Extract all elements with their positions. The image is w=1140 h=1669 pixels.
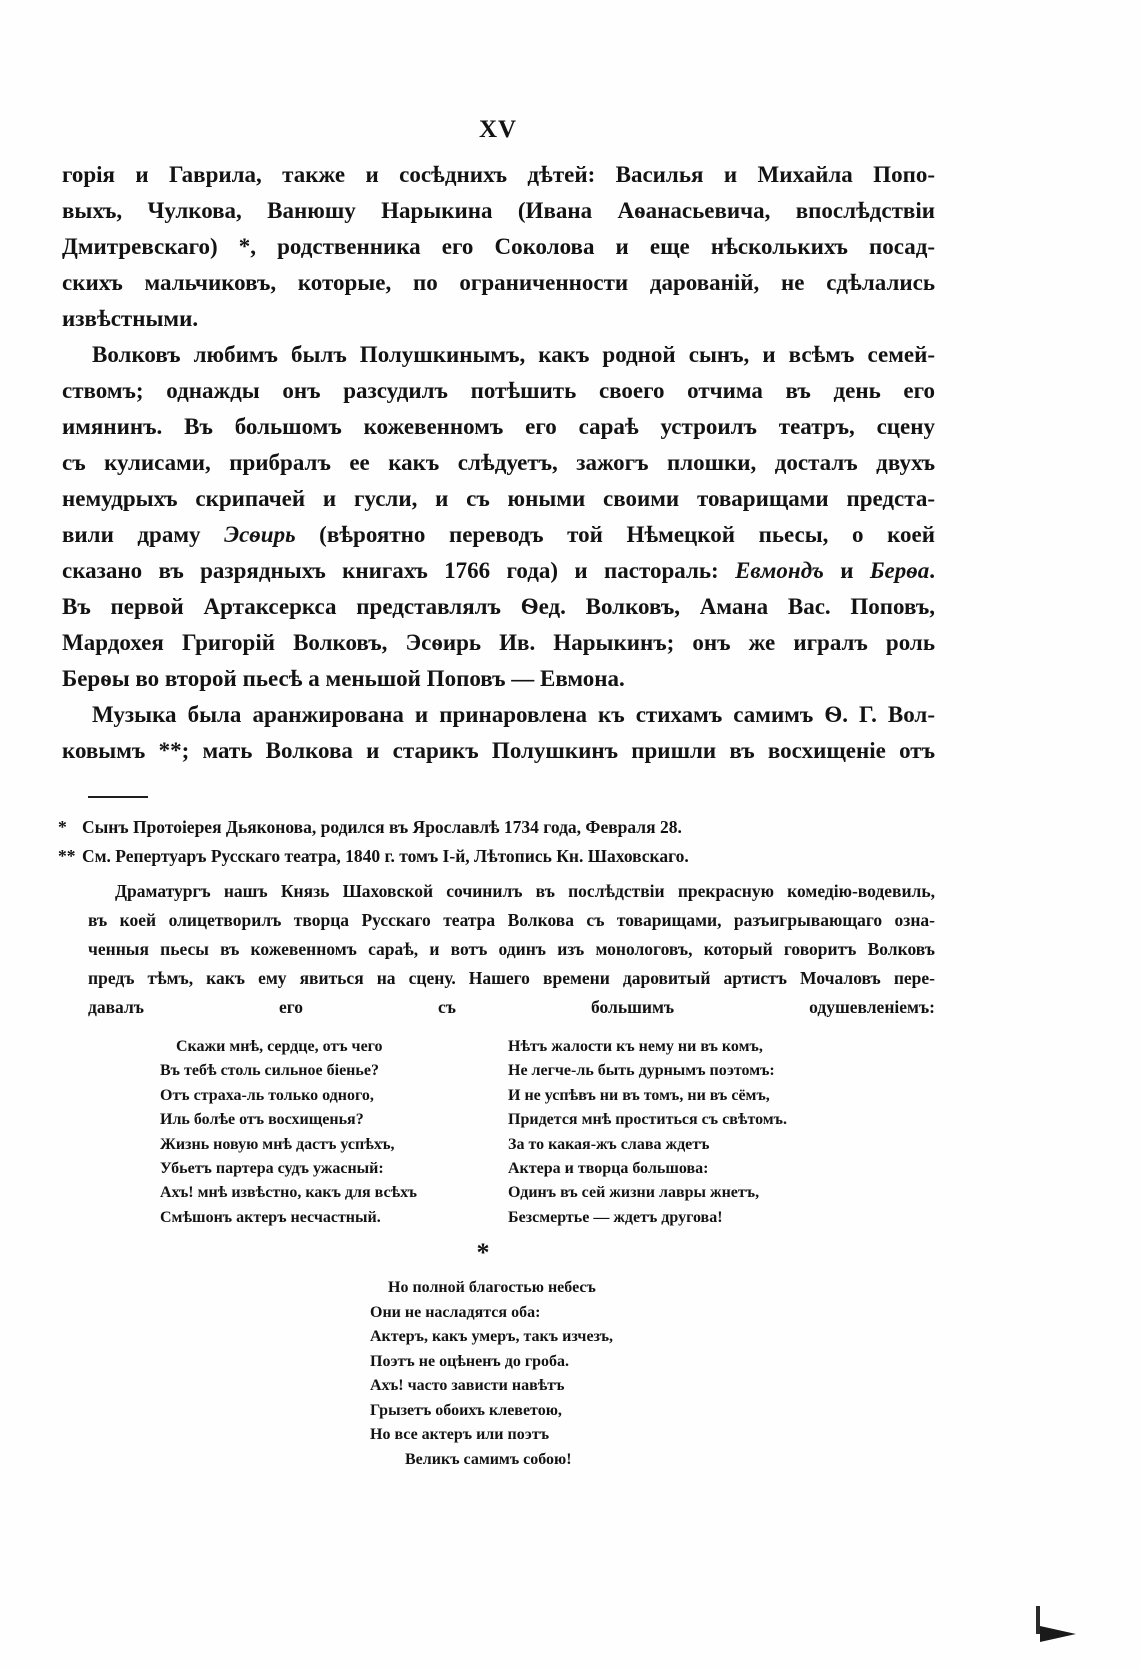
paragraph <box>62 697 935 769</box>
footnote <box>58 842 938 871</box>
poem-line: Иль болѣе отъ восхищенья? <box>160 1111 364 1129</box>
poem-line: Придется мнѣ проститься съ свѣтомъ. <box>508 1111 788 1129</box>
poem-line: Не легче-ль быть дурнымъ поэтомъ: <box>508 1062 775 1080</box>
poem-line: Убьетъ партера судъ ужасный: <box>160 1160 384 1178</box>
text-segment: (вѣроятно переводъ той Нѣмецкой пьесы, о коей <box>295 522 935 547</box>
text-segment: вили драму <box>62 522 225 547</box>
paragraph <box>62 337 935 697</box>
italic-title: Берѳа <box>869 558 930 583</box>
poem-line: За то какая-жъ слава ждетъ <box>508 1135 710 1153</box>
poem-line: Актера и творца большова: <box>508 1160 709 1178</box>
text-line: Музыка была аранжирована и принаровлена къ стихамъ самимъ Ѳ. Г. Вол- <box>92 702 935 727</box>
poem-line: Но полной благостью небесъ <box>388 1279 596 1296</box>
poem-line: Нѣтъ жалости къ нему ни въ комъ, <box>508 1038 763 1055</box>
poem-stanza-right <box>508 1035 787 1230</box>
poem-line: Скажи мнѣ, сердце, отъ чего <box>176 1038 383 1055</box>
text-line: выхъ, Чулкова, Ванюшу Нарыкина (Ивана Аѳанасьевича, впослѣдствіи <box>62 198 935 223</box>
stanza-divider: * <box>476 1238 490 1267</box>
poem-line: Но все актеръ или поэтъ <box>370 1426 550 1443</box>
poem-stanza-left <box>160 1035 417 1230</box>
poem-line: Смѣшонъ актеръ несчастный. <box>160 1208 381 1226</box>
text-line: скихъ мальчиковъ, которые, по ограниченности дарованій, не сдѣлались <box>62 270 935 295</box>
italic-title: Евмондъ <box>735 558 824 583</box>
poem-line: Великъ самимъ собою! <box>405 1450 572 1468</box>
note-line: ченныя пьесы въ кожевенномъ сараѣ, и вотъ одинъ изъ монологовъ, который говоритъ Волковъ <box>88 939 935 959</box>
text-segment: и <box>823 558 870 583</box>
footnote-marker: ** <box>58 846 76 866</box>
text-line: немудрыхъ скрипачей и гусли, и съ юными своими товарищами предста- <box>62 486 935 511</box>
main-text <box>62 157 935 769</box>
poem-line: Ахъ! мнѣ извѣстно, какъ для всѣхъ <box>160 1184 417 1202</box>
text-line: имянинъ. Въ большомъ кожевенномъ его сараѣ устроилъ театръ, сцену <box>62 414 935 439</box>
text-line <box>62 517 935 553</box>
italic-title: Эсѳирь <box>224 522 296 547</box>
text-segment: сказано въ разрядныхъ книгахъ 1766 года) и пастораль: <box>62 558 736 583</box>
poem-line: Безсмертье — ждетъ другова! <box>508 1208 723 1226</box>
text-line: ствомъ; однажды онъ разсудилъ потѣшить своего отчима въ день его <box>62 378 935 403</box>
poem-line: Отъ страха-ль только одного, <box>160 1086 374 1104</box>
poem-line: Въ тебѣ столь сильное біенье? <box>160 1062 379 1080</box>
poem-line: Ахъ! часто зависти навѣтъ <box>370 1377 565 1394</box>
poem-line: Поэтъ не оцѣненъ до гроба. <box>370 1352 570 1370</box>
footnote <box>58 813 938 842</box>
poem-line: Жизнь новую мнѣ дастъ успѣхъ, <box>160 1135 395 1153</box>
text-line: Въ первой Артаксеркса представлялъ Ѳед. Волковъ, Амана Вас. Поповъ, <box>62 594 935 619</box>
footnote-rule <box>88 796 148 798</box>
footnote-text: Сынъ Протоіерея Дьяконова, родился въ Ярославлѣ 1734 года, Февраля 28. <box>82 817 682 837</box>
footnote-note <box>88 877 935 1022</box>
footnotes <box>58 813 938 871</box>
poem-stanza-final <box>370 1276 613 1472</box>
note-line: предъ тѣмъ, какъ ему явиться на сцену. Нашего времени даровитый артистъ Мочаловъ пере- <box>88 968 935 988</box>
text-segment: . <box>929 558 935 583</box>
text-line: ковымъ **; мать Волкова и старикъ Полушкинъ пришли въ восхищеніе отъ <box>62 738 935 763</box>
paragraph <box>62 157 935 337</box>
page-number: XV <box>478 116 518 143</box>
poem-line: И не успѣвъ ни въ томъ, ни въ сёмъ, <box>508 1086 770 1104</box>
text-line: Мардохея Григорій Волковъ, Эсѳирь Ив. Нарыкинъ; онъ же игралъ роль <box>62 630 935 655</box>
note-line: давалъ его съ большимъ одушевленіемъ: <box>88 997 935 1017</box>
poem-line: Одинъ въ сей жизни лавры жнетъ, <box>508 1184 760 1202</box>
text-line: Волковъ любимъ былъ Полушкинымъ, какъ родной сынъ, и всѣмъ семей- <box>92 342 935 367</box>
page-turn-mark-icon <box>1030 1604 1080 1644</box>
text-line <box>62 553 935 589</box>
text-line: извѣстными. <box>62 306 199 331</box>
text-line: съ кулисами, прибралъ ее какъ слѣдуетъ, зажогъ плошки, досталъ двухъ <box>62 450 935 475</box>
text-line: Берѳы во второй пьесѣ а меньшой Поповъ — Евмона. <box>62 666 625 691</box>
poem-line: Актеръ, какъ умеръ, такъ изчезъ, <box>370 1328 614 1345</box>
footnote-marker: * <box>58 817 67 837</box>
footnote-text: См. Репертуаръ Русскаго театра, 1840 г. томъ І-й, Лѣтопись Кн. Шаховскаго. <box>82 846 689 866</box>
note-line: въ коей олицетворилъ творца Русскаго театра Волкова съ товарищами, разъигрывающаго озна- <box>88 910 935 930</box>
poem-line: Грызетъ обоихъ клеветою, <box>370 1401 562 1419</box>
poem-line: Они не насладятся оба: <box>370 1303 541 1321</box>
text-line: горія и Гаврила, также и сосѣднихъ дѣтей: Василья и Михайла Попо- <box>62 162 935 187</box>
note-line: Драматургъ нашъ Князь Шаховской сочинилъ въ послѣдствіи прекрасную комедію-водевиль, <box>115 881 935 901</box>
text-line: Дмитревскаго) *, родственника его Соколова и еще нѣсколькихъ посад- <box>62 234 935 259</box>
